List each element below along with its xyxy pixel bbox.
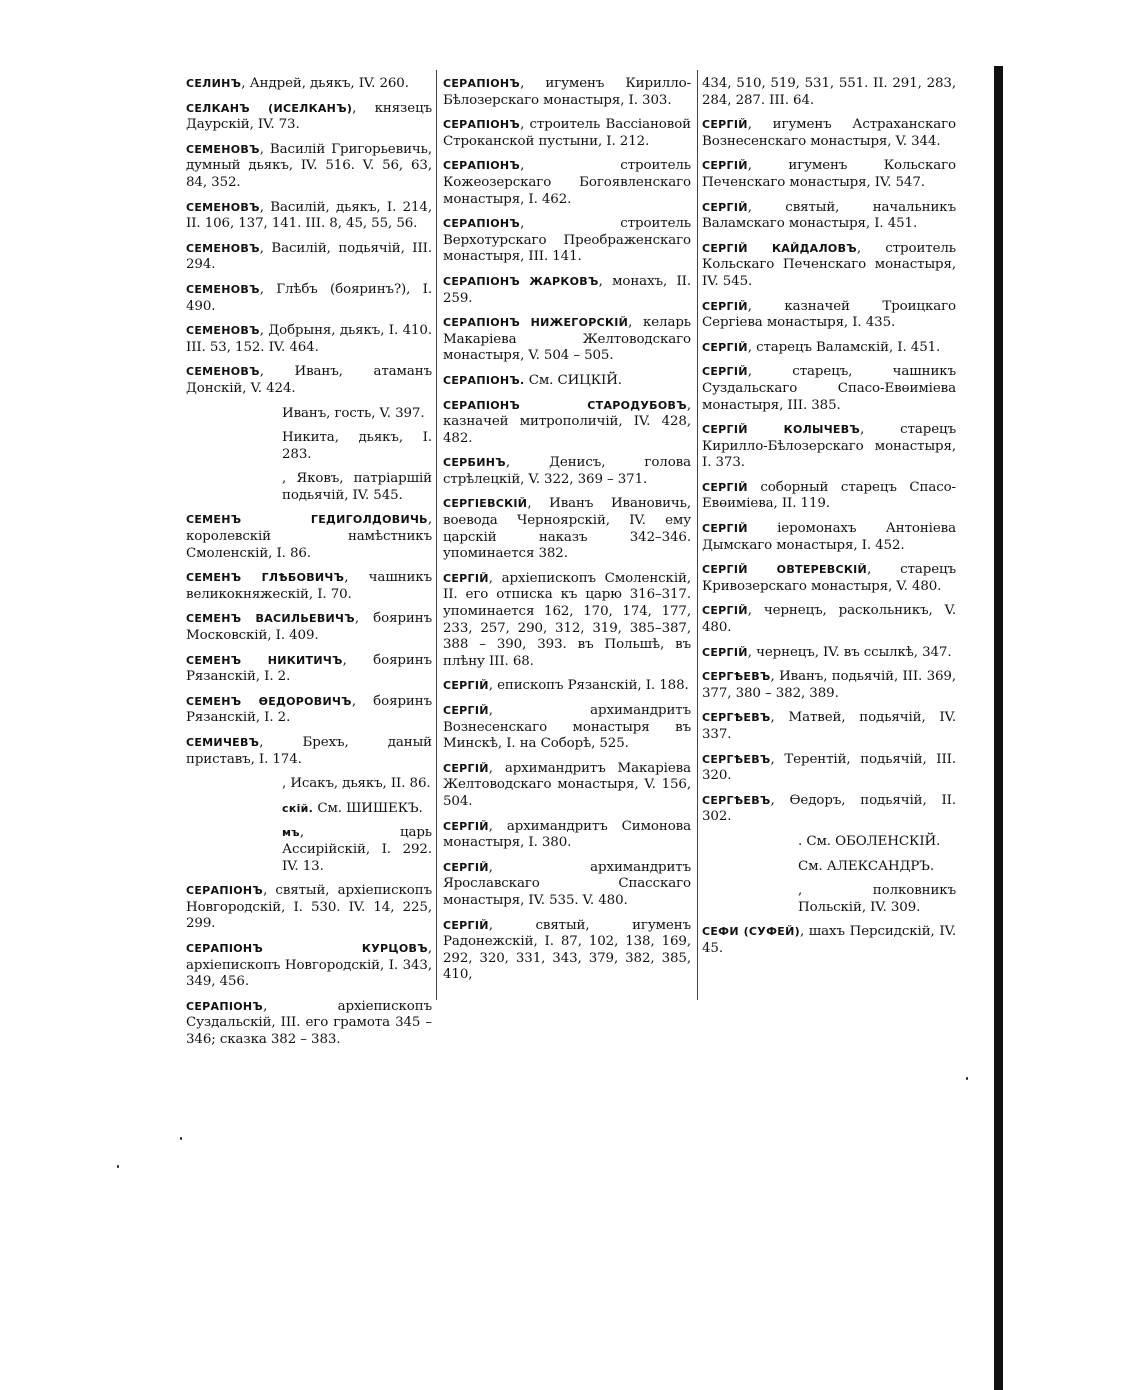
index-entry: [443, 398, 691, 448]
entry-heading: СЕРАПІОНЪ НИЖЕГОРСКІЙ: [443, 316, 629, 330]
index-entry: [702, 834, 956, 851]
index-entry: [443, 819, 691, 852]
entry-heading: СЕРГІЙ КАЙДАЛОВЪ: [702, 241, 857, 255]
entry-heading: СЕРГІЙ: [702, 480, 748, 494]
index-entry: [186, 76, 432, 93]
entry-text: , святый, игуменъ Радонежскій, I. 87, 102, 138, 169, 292, 320, 331, 343, 379, 382, 385, 410,: [443, 917, 691, 983]
entry-text: Никита, дьякъ, I. 283.: [282, 430, 432, 462]
index-entry: [702, 562, 956, 595]
entry-heading: СЕРГІЙ ОВТЕРЕВСКІЙ: [702, 563, 868, 577]
entry-text: , Исакъ, дьякъ, II. 86.: [282, 776, 431, 792]
index-entry: [186, 471, 432, 504]
entry-text: , бояринъ Рязанскій, I. 2.: [186, 652, 432, 685]
entry-text: , Денисъ, голова стрѣлецкій, V. 322, 369 – 371.: [443, 455, 691, 487]
index-entry: [443, 274, 691, 307]
index-entry: [443, 455, 691, 488]
entry-text: , строитель Верхотурскаго Преображенскаго монастыря, III. 141.: [443, 216, 691, 265]
entry-text: См. СИЦКІЙ.: [524, 372, 622, 388]
entry-text: 434, 510, 519, 531, 551. II. 291, 283, 284, 287. III. 64.: [702, 76, 956, 108]
entry-heading: СЕРГІЙ: [702, 200, 748, 214]
index-entry: [702, 299, 956, 332]
index-entry: [702, 158, 956, 191]
index-entry: [186, 801, 432, 818]
index-entry: [186, 694, 432, 727]
entry-text: , царь Ассирійскій, I. 292. IV. 13.: [282, 825, 432, 874]
index-entry: [443, 571, 691, 671]
entry-text: , архимандритъ Симонова монастыря, I. 380.: [443, 818, 691, 851]
index-entry: [443, 761, 691, 811]
entry-text: , шахъ Персидскій, IV. 45.: [702, 924, 956, 956]
entry-heading: СЕМЕНОВЪ: [186, 282, 260, 296]
index-entry: [186, 241, 432, 274]
index-entry: [702, 422, 956, 472]
entry-text: , келарь Макаріева Желтоводскаго монастыря, V. 504 – 505.: [443, 315, 691, 364]
entry-heading: СЕМЕНЪ ГЕДИГОЛДОВИЧЬ: [186, 513, 428, 527]
index-entry: [702, 76, 956, 109]
index-entry: [702, 364, 956, 414]
entry-heading: СЕРГІЙ: [443, 761, 489, 775]
entry-heading: СЕРАПІОНЪ: [443, 159, 521, 173]
entry-text: , бояринъ Московскій, I. 409.: [186, 611, 432, 644]
entry-text: , старецъ Валамскій, I. 451.: [747, 339, 941, 355]
scan-speck: [180, 1137, 182, 1140]
entry-heading: СЕРГѢЕВЪ: [702, 670, 771, 684]
entry-heading: СЕМЕНОВЪ: [186, 142, 260, 156]
column-divider-1: [436, 70, 437, 1000]
entry-text: , Матвей, подьячій, IV. 337.: [702, 710, 956, 742]
entry-heading: СЕМЕНОВЪ: [186, 241, 260, 255]
index-entry: [443, 373, 691, 390]
entry-text: , королевскій намѣстникъ Смоленскій, I. 86.: [186, 512, 432, 561]
entry-text: , чернецъ, раскольникъ, V. 480.: [702, 603, 956, 636]
index-entry: [443, 918, 691, 984]
index-entry: [186, 142, 432, 192]
index-entry: [186, 570, 432, 603]
entry-heading: СЕРГІЙ: [702, 365, 748, 379]
entry-text: , полковникъ Польскій, IV. 309.: [798, 883, 956, 915]
entry-heading: СЕРГІЙ: [702, 340, 748, 354]
entry-text: , Өедоръ, подьячій, II. 302.: [702, 792, 956, 825]
index-column-1: [186, 76, 432, 1057]
index-entry: [702, 883, 956, 916]
entry-heading: СЕЛИНЪ: [186, 77, 242, 90]
entry-text: , игуменъ Астраханскаго Вознесенскаго монастыря, V. 344.: [702, 117, 956, 149]
index-column-3: [702, 76, 956, 966]
entry-text: , чернецъ, IV. въ ссылкѣ, 347.: [747, 644, 952, 660]
index-entry: [702, 117, 956, 150]
entry-heading: СЕРГѢЕВЪ: [702, 711, 771, 725]
index-entry: [186, 776, 432, 793]
entry-heading: СЕРГѢЕВЪ: [702, 793, 771, 807]
entry-heading: СЕРАПІОНЪ: [443, 118, 521, 132]
index-entry: [702, 793, 956, 826]
entry-heading: СЕРГІЙ: [702, 522, 748, 536]
index-entry: [186, 611, 432, 644]
entry-heading: СЕРАПІОНЪ: [443, 77, 521, 90]
entry-text: , архимандритъ Вознесенскаго монастыря въ Минскѣ, I. на Соборѣ, 525.: [443, 703, 691, 752]
entry-heading: СЕРАПІОНЪ.: [443, 373, 525, 387]
entry-text: , Андрей, дьякъ, IV. 260.: [241, 76, 409, 91]
index-entry: [443, 860, 691, 910]
index-entry: [186, 200, 432, 233]
entry-text: соборный старецъ Спасо-Евөиміева, II. 119.: [702, 479, 956, 512]
entry-heading: СЕРГІЙ КОЛЫЧЕВЪ: [702, 423, 861, 437]
entry-heading: СЕРГѢЕВЪ: [702, 752, 771, 766]
entry-text: , Иванъ, атаманъ Донскій, V. 424.: [186, 364, 432, 396]
index-entry: [186, 735, 432, 768]
index-entry: [702, 603, 956, 636]
index-entry: [443, 496, 691, 562]
index-entry: [186, 653, 432, 686]
entry-text: , старецъ Кривозерскаго монастыря, V. 480.: [702, 562, 956, 594]
index-entry: [702, 200, 956, 233]
entry-text: , Добрыня, дьякъ, I. 410. III. 53, 152. IV. 464.: [186, 323, 432, 355]
entry-text: , старецъ, чашникъ Суздальскаго Спасо-Евөиміева монастыря, III. 385.: [702, 364, 956, 413]
index-entry: [702, 241, 956, 291]
entry-text: , чашникъ великокняжескій, I. 70.: [186, 570, 433, 602]
entry-text: , Василій, подьячій, III. 294.: [186, 240, 432, 273]
entry-text: , архіепископъ Новгородскій, I. 343, 349, 456.: [186, 940, 432, 990]
index-entry: [443, 315, 691, 365]
entry-text: , казначей Троицкаго Сергіева монастыря, I. 435.: [702, 298, 956, 331]
entry-heading: СЕРАПІОНЪ: [443, 217, 521, 231]
entry-text: , строитель Вассіановой Строканской пустыни, I. 212.: [443, 117, 691, 149]
entry-text: , строитель Кольскаго Печенскаго монастыря, IV. 545.: [702, 240, 957, 289]
entry-heading: СЕРГІЙ: [702, 645, 748, 659]
entry-text: , архимандритъ Макаріева Желтоводскаго монастыря, V. 156, 504.: [443, 760, 691, 809]
index-entry: [186, 999, 432, 1049]
entry-heading: СЕФИ (СУФЕЙ): [702, 925, 800, 939]
column-divider-2: [697, 70, 698, 1000]
index-entry: [702, 645, 956, 662]
index-entry: [186, 406, 432, 423]
entry-heading: СЕРБИНЪ: [443, 456, 506, 470]
entry-heading: СЕРГІЙ: [443, 860, 489, 874]
entry-text: , казначей митрополичій, IV. 428, 482.: [443, 397, 691, 446]
entry-heading: скій.: [282, 801, 314, 815]
entry-text: См. АЛЕКСАНДРЪ.: [798, 858, 934, 874]
scan-speck: [966, 1077, 968, 1080]
entry-text: , архіепископъ Смоленскій, II. его отписка къ царю 316–317. упоминается 162, 170, 174, 177, 233, 257, 290, 312, 319, 385–387, 388 – 390, 393. въ Польшѣ, въ плѣну III. 68.: [443, 570, 691, 669]
entry-heading: СЕРГІЙ: [443, 918, 489, 932]
entry-heading: СЕРАПІОНЪ: [186, 884, 264, 898]
index-entry: [702, 710, 956, 743]
entry-heading: СЕМИЧЕВЪ: [186, 736, 260, 749]
entry-text: , святый, начальникъ Валамскаго монастыря, I. 451.: [702, 199, 956, 232]
index-entry: [186, 101, 432, 134]
entry-text: , Иванъ, подьячій, III. 369, 377, 380 – 382, 389.: [702, 669, 956, 701]
page-edge-shadow: [994, 66, 1003, 1390]
entry-heading: СЕРГІЙ: [443, 819, 489, 833]
index-entry: [443, 117, 691, 150]
index-entry: [186, 941, 432, 991]
entry-text: , архимандритъ Ярославскаго Спасскаго монастыря, IV. 535. V. 480.: [443, 859, 691, 908]
index-entry: [186, 323, 432, 356]
entry-heading: СЕМЕНОВЪ: [186, 324, 260, 338]
entry-heading: СЕРГІЕВСКІЙ: [443, 497, 528, 511]
entry-heading: мъ: [282, 826, 300, 840]
entry-heading: СЕМЕНОВЪ: [186, 200, 260, 214]
index-entry: [702, 924, 956, 957]
entry-text: , монахъ, II. 259.: [443, 273, 691, 306]
index-entry: [186, 282, 432, 315]
index-entry: [443, 158, 691, 208]
entry-text: , святый, архіепископъ Новгородскій, I. 530. IV. 14, 225, 299.: [186, 883, 432, 932]
index-entry: [186, 883, 432, 933]
index-entry: [702, 669, 956, 702]
index-entry: [186, 364, 432, 397]
entry-heading: СЕРАПІОНЪ СТАРОДУБОВЪ: [443, 398, 687, 412]
index-entry: [443, 703, 691, 753]
index-entry: [702, 340, 956, 357]
entry-heading: СЕРАПІОНЪ КУРЦОВЪ: [186, 941, 428, 955]
scan-speck: [117, 1165, 119, 1168]
entry-heading: СЕРГІЙ: [443, 704, 489, 717]
index-entry: [443, 216, 691, 266]
entry-heading: СЕРАПІОНЪ ЖАРКОВЪ: [443, 274, 599, 288]
entry-heading: СЕРГІЙ: [443, 571, 489, 585]
index-entry: [702, 521, 956, 554]
entry-text: , Василій Григорьевичь, думный дьякъ, IV. 516. V. 56, 63, 84, 352.: [186, 141, 432, 190]
entry-text: , строитель Кожеозерскаго Богоявленскаго монастыря, I. 462.: [443, 158, 691, 207]
entry-text: іеромонахъ Антоніева Дымскаго монастыря, I. 452.: [702, 521, 956, 553]
entry-text: , игуменъ Кирилло-Бѣлозерскаго монастыря, I. 303.: [443, 76, 691, 108]
entry-text: , Брехъ, даный приставъ, I. 174.: [186, 735, 432, 767]
entry-text: , бояринъ Рязанскій, I. 2.: [186, 693, 432, 726]
entry-text: , епископъ Рязанскій, I. 188.: [488, 678, 689, 694]
index-entry: [443, 678, 691, 695]
entry-text: Иванъ, гость, V. 397.: [282, 405, 425, 421]
entry-text: . См. ОБОЛЕНСКІЙ.: [798, 833, 941, 849]
entry-text: , старецъ Кирилло-Бѣлозерскаго монастыря, I. 373.: [702, 422, 956, 471]
entry-text: , Терентій, подьячій, III. 320.: [702, 751, 956, 784]
index-entry: [702, 859, 956, 876]
entry-heading: СЕРГІЙ: [443, 679, 489, 693]
entry-heading: СЕМЕНЪ НИКИТИЧЪ: [186, 653, 343, 667]
entry-heading: СЕРАПІОНЪ: [186, 999, 264, 1013]
entry-text: , игуменъ Кольскаго Печенскаго монастыря, IV. 547.: [702, 158, 956, 190]
entry-text: , архіепископъ Суздальскій, III. его грамота 345 – 346; сказка 382 – 383.: [186, 998, 432, 1047]
entry-text: , Василій, дьякъ, I. 214, II. 106, 137, 141. III. 8, 45, 55, 56.: [186, 199, 432, 232]
index-entry: [443, 76, 691, 109]
index-column-2: [443, 76, 691, 992]
entry-heading: СЕМЕНОВЪ: [186, 365, 260, 379]
entry-heading: СЕРГІЙ: [702, 159, 748, 173]
entry-heading: СЕРГІЙ: [702, 118, 748, 132]
entry-text: , князецъ Даурскій, IV. 73.: [186, 100, 432, 133]
entry-heading: СЕРГІЙ: [702, 604, 748, 618]
entry-heading: СЕМЕНЪ ӨЕДОРОВИЧЪ: [186, 694, 352, 708]
index-entry: [186, 825, 432, 875]
entry-heading: СЕМЕНЪ ГЛѢБОВИЧЪ: [186, 571, 345, 585]
index-entry: [186, 430, 432, 463]
index-entry: [186, 512, 432, 562]
entry-heading: СЕЛКАНЪ (ИСЕЛКАНЪ): [186, 101, 353, 115]
entry-heading: СЕМЕНЪ ВАСИЛЬЕВИЧЪ: [186, 612, 355, 626]
entry-text: , Иванъ Ивановичь, воевода Чернoярскій, IV. ему царскій наказъ 342–346. упоминается 382.: [443, 496, 691, 562]
entry-heading: СЕРГІЙ: [702, 299, 748, 313]
entry-text: , Яковъ, патріаршій подьячій, IV. 545.: [282, 471, 432, 503]
entry-text: См. ШИШЕКЪ.: [313, 800, 423, 816]
entry-text: , Глѣбъ (бояринъ?), I. 490.: [186, 281, 432, 314]
index-entry: [702, 480, 956, 513]
index-entry: [702, 752, 956, 785]
